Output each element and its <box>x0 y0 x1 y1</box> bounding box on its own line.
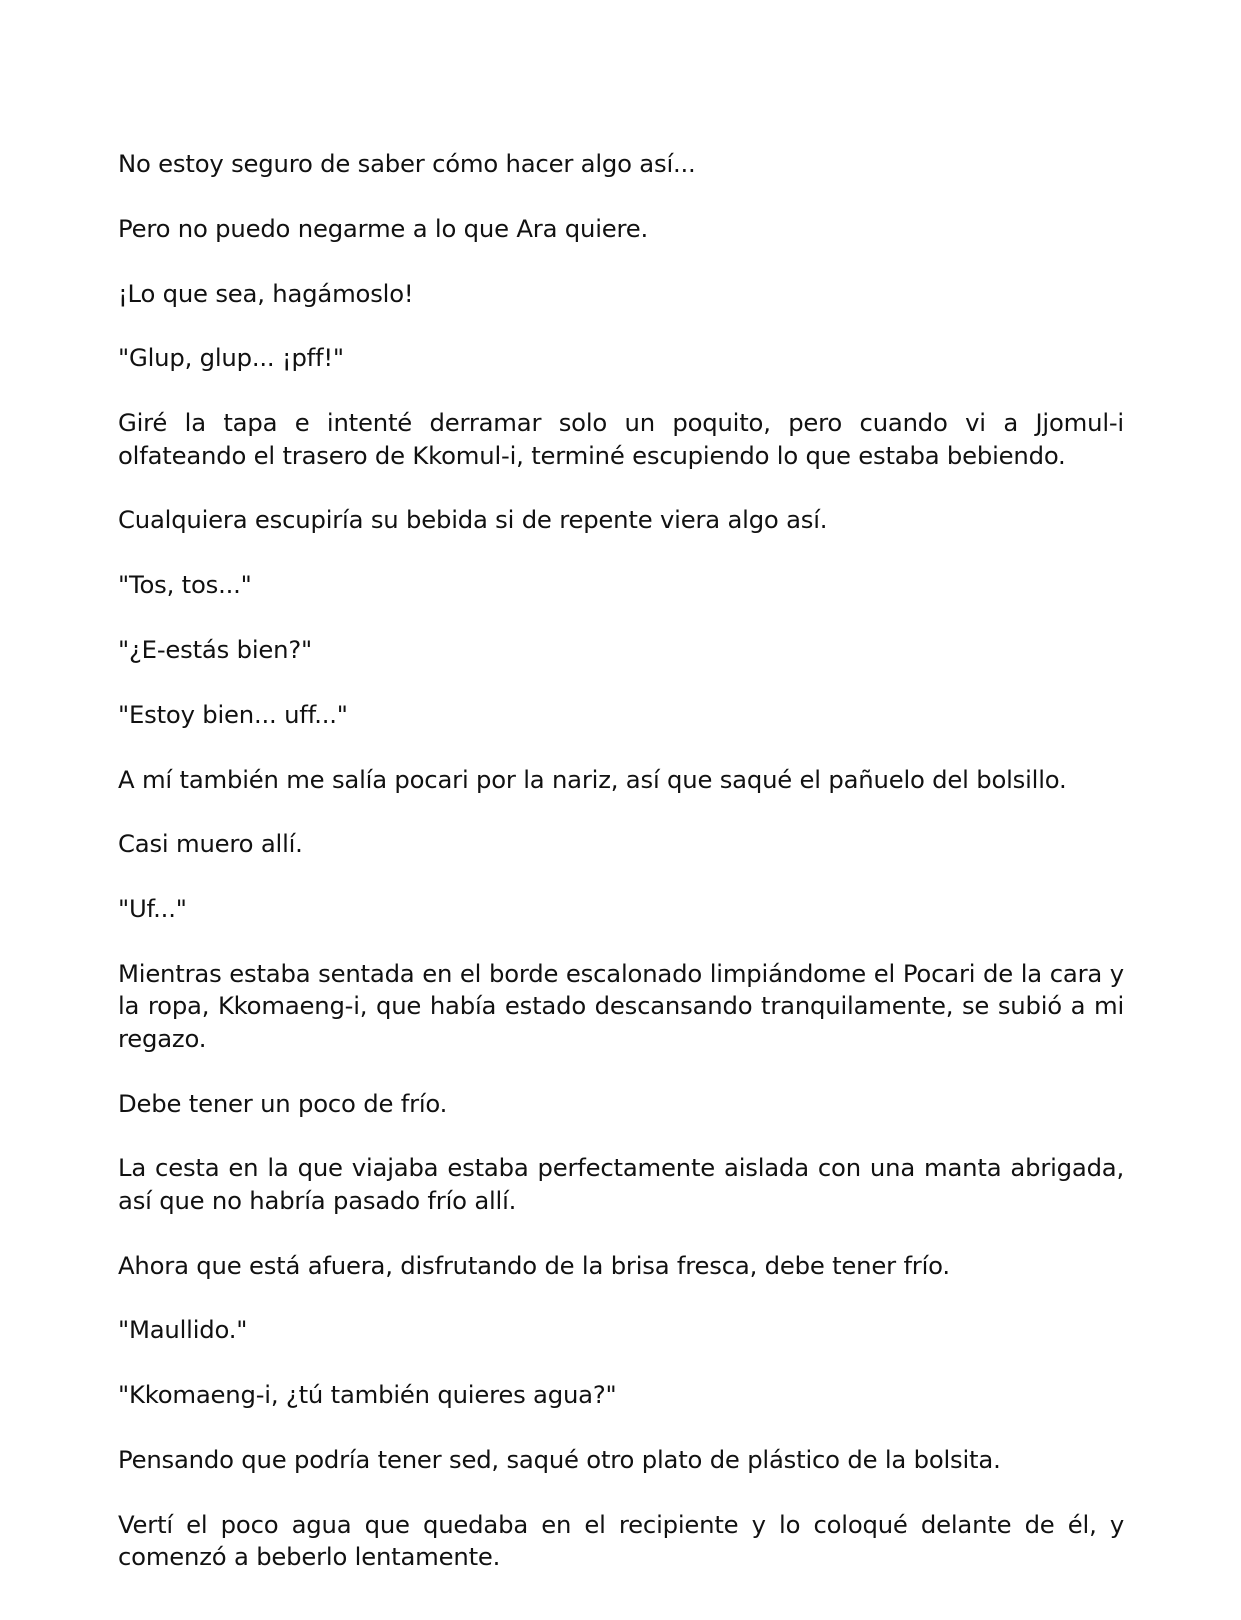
paragraph-15: La cesta en la que viajaba estaba perfectamente aislada con una manta abrigada, así que no habría pasado frío allí. <box>118 1153 1124 1215</box>
paragraph-10: A mí también me salía pocari por la nariz, así que saqué el pañuelo del bolsillo. <box>118 764 1067 794</box>
paragraph-14: Debe tener un poco de frío. <box>118 1088 448 1118</box>
paragraph-1: No estoy seguro de saber cómo hacer algo así... <box>118 149 696 178</box>
paragraph-8: "¿E-estás bien?" <box>118 634 312 664</box>
paragraph-9: "Estoy bien... uff..." <box>118 699 348 729</box>
paragraph-17: "Maullido." <box>118 1315 248 1345</box>
paragraph-16: Ahora que está afuera, disfrutando de la brisa fresca, debe tener frío. <box>118 1250 950 1280</box>
paragraph-6: Cualquiera escupiría su bebida si de repente viera algo así. <box>118 505 828 535</box>
paragraph-2: Pero no puedo negarme a lo que Ara quiere. <box>118 213 649 243</box>
paragraph-4: "Glup, glup... ¡pff!" <box>118 343 344 373</box>
paragraph-13: Mientras estaba sentada en el borde escalonado limpiándome el Pocari de la cara y la ropa, Kkomaeng-i, que había estado descansando tranquilamente, se subió a mi regazo. <box>118 958 1124 1053</box>
paragraph-5: Giré la tapa e intenté derramar solo un poquito, pero cuando vi a Jjomul-i olfateando el trasero de Kkomul-i, terminé escupiendo lo que estaba bebiendo. <box>118 408 1124 470</box>
paragraph-19: Pensando que podría tener sed, saqué otro plato de plástico de la bolsita. <box>118 1444 1001 1474</box>
document-body <box>118 148 1124 1606</box>
paragraph-20: Vertí el poco agua que quedaba en el recipiente y lo coloqué delante de él, y comenzó a beberlo lentamente. <box>118 1509 1124 1572</box>
paragraph-12: "Uf..." <box>118 894 187 924</box>
paragraph-7: "Tos, tos..." <box>118 570 252 600</box>
paragraph-3: ¡Lo que sea, hagámoslo! <box>118 278 414 308</box>
paragraph-18: "Kkomaeng-i, ¿tú también quieres agua?" <box>118 1380 617 1410</box>
paragraph-11: Casi muero allí. <box>118 829 303 859</box>
